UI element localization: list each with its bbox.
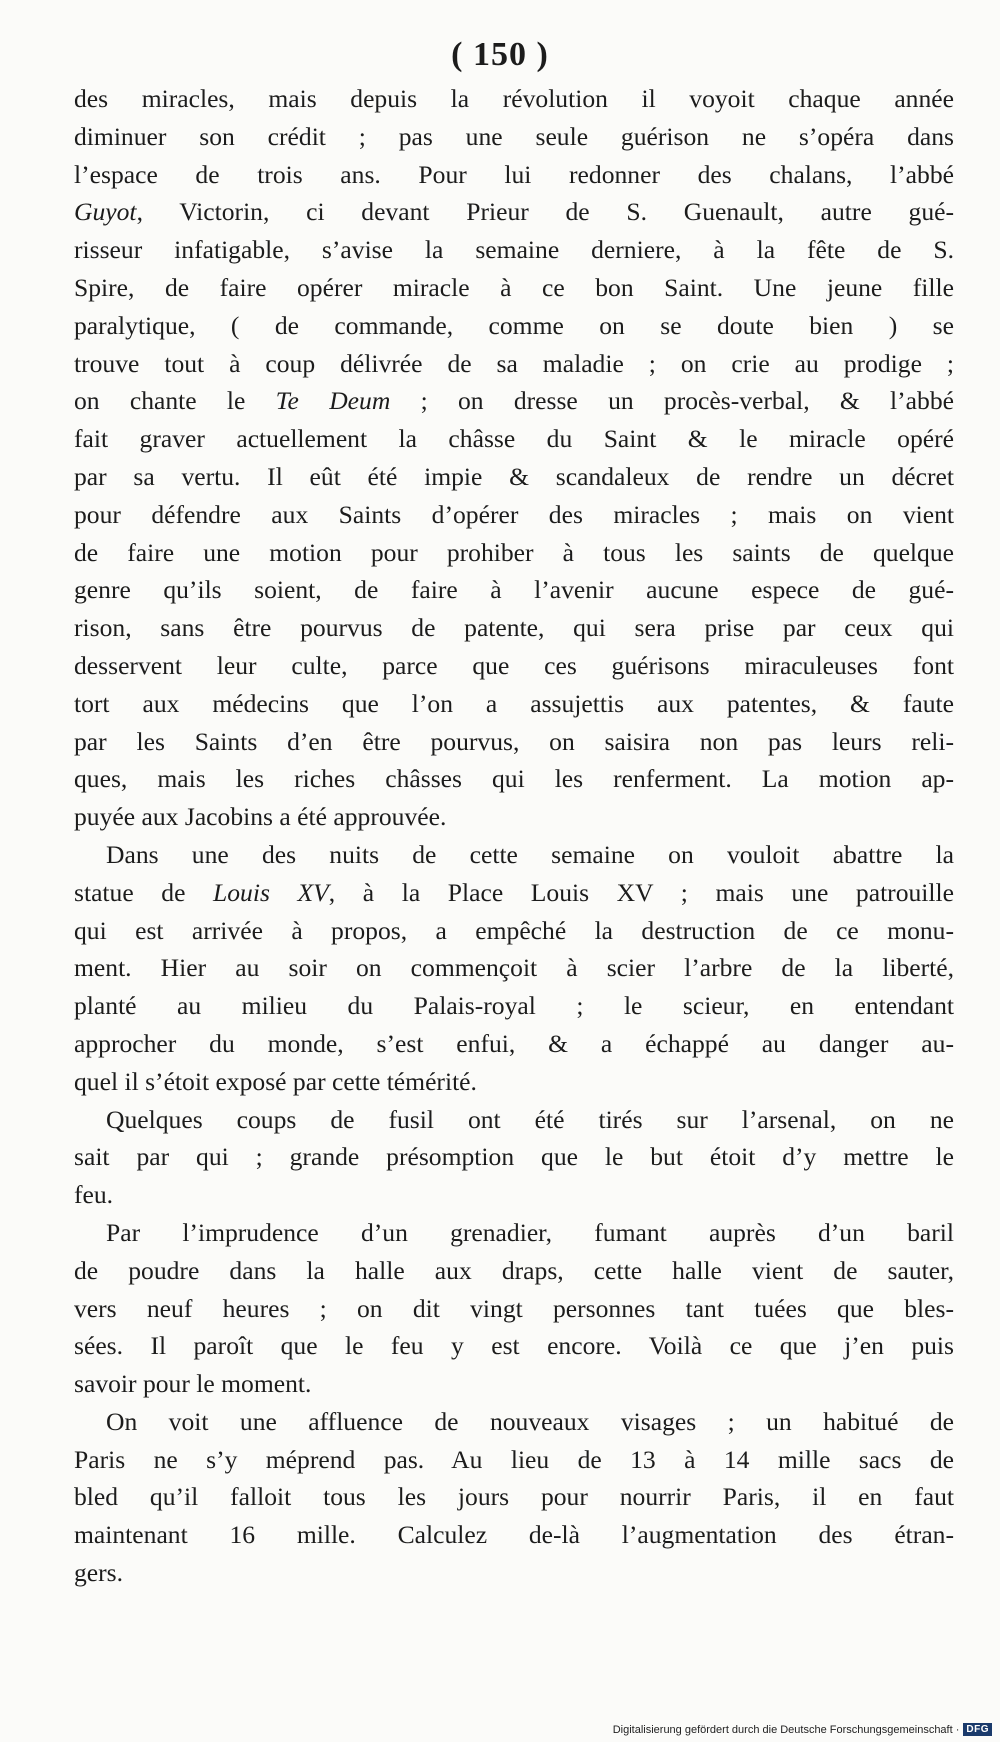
text-line: ques, mais les riches châsses qui les renferment. La motion ap- bbox=[74, 764, 954, 794]
text-line: paralytique, ( de commande, comme on se doute bien ) se bbox=[74, 310, 954, 340]
text-line: vers neuf heures ; on dit vingt personnes tant tuées que bles- bbox=[74, 1293, 954, 1323]
body-text bbox=[74, 80, 954, 1592]
text-line: approcher du monde, s’est enfui, & a échappé au danger au- bbox=[74, 1028, 954, 1058]
paragraph bbox=[74, 80, 954, 836]
text-line: Par l’imprudence d’un grenadier, fumant auprès d’un baril bbox=[106, 1217, 954, 1247]
text-line: sées. Il paroît que le feu y est encore. Voilà ce que j’en puis bbox=[74, 1331, 954, 1361]
text-line: maintenant 16 mille. Calculez de-là l’augmentation des étran- bbox=[74, 1520, 954, 1550]
text-line: Paris ne s’y méprend pas. Au lieu de 13 à 14 mille sacs de bbox=[74, 1444, 954, 1474]
text-line: genre qu’ils soient, de faire à l’avenir aucune espece de gué- bbox=[74, 575, 954, 605]
text-line: desservent leur culte, parce que ces guérisons miraculeuses font bbox=[74, 650, 954, 680]
text-line: On voit une affluence de nouveaux visages ; un habitué de bbox=[106, 1406, 954, 1436]
text-line: par les Saints d’en être pourvus, on saisira non pas leurs reli- bbox=[74, 726, 954, 756]
text-line: trouve tout à coup délivrée de sa maladie ; on crie au prodige ; bbox=[74, 348, 954, 378]
text-line: planté au milieu du Palais-royal ; le scieur, en entendant bbox=[74, 991, 954, 1021]
text-line: bled qu’il falloit tous les jours pour nourrir Paris, il en faut bbox=[74, 1482, 954, 1512]
text-line: Quelques coups de fusil ont été tirés sur l’arsenal, on ne bbox=[106, 1104, 954, 1134]
text-line: par sa vertu. Il eût été impie & scandaleux de rendre un décret bbox=[74, 461, 954, 491]
text-line: Guyot, Victorin, ci devant Prieur de S. Guenault, autre gué- bbox=[74, 197, 954, 227]
text-line: de faire une motion pour prohiber à tous les saints de quelque bbox=[74, 537, 954, 567]
text-line: ment. Hier au soir on commençoit à scier l’arbre de la liberté, bbox=[74, 953, 954, 983]
text-line: Dans une des nuits de cette semaine on vouloit abattre la bbox=[106, 839, 954, 869]
dfg-logo-icon: DFG bbox=[963, 1723, 992, 1736]
paragraph bbox=[74, 1403, 954, 1592]
text-line: Spire, de faire opérer miracle à ce bon Saint. Une jeune fille bbox=[74, 272, 954, 302]
text-line: de poudre dans la halle aux draps, cette halle vient de sauter, bbox=[74, 1255, 954, 1285]
page-number: ( 150 ) bbox=[451, 36, 549, 73]
text-line: quel il s’étoit exposé par cette témérité. bbox=[74, 1066, 477, 1096]
text-line: pour défendre aux Saints d’opérer des miracles ; mais on vient bbox=[74, 499, 954, 529]
text-line: statue de Louis XV, à la Place Louis XV ; mais une patrouille bbox=[74, 877, 954, 907]
text-line: risseur infatigable, s’avise la semaine derniere, à la fête de S. bbox=[74, 235, 954, 265]
text-line: sait par qui ; grande présomption que le but étoit d’y mettre le bbox=[74, 1142, 954, 1172]
footer-text: Digitalisierung gefördert durch die Deutsche Forschungsgemeinschaft · bbox=[612, 1723, 960, 1736]
paragraph bbox=[74, 1214, 954, 1403]
digitization-credit bbox=[613, 1723, 992, 1736]
text-line: tort aux médecins que l’on a assujettis aux patentes, & faute bbox=[74, 688, 954, 718]
text-line: l’espace de trois ans. Pour lui redonner des chalans, l’abbé bbox=[74, 159, 954, 189]
text-line: savoir pour le moment. bbox=[74, 1369, 312, 1399]
text-line: fait graver actuellement la châsse du Saint & le miracle opéré bbox=[74, 424, 954, 454]
text-line: feu. bbox=[74, 1180, 114, 1210]
paragraph bbox=[74, 836, 954, 1101]
text-line: qui est arrivée à propos, a empêché la destruction de ce monu- bbox=[74, 915, 954, 945]
text-line: puyée aux Jacobins a été approuvée. bbox=[74, 802, 447, 832]
text-line: des miracles, mais depuis la révolution il voyoit chaque année bbox=[74, 84, 954, 113]
text-line: gers. bbox=[74, 1558, 124, 1588]
paragraph bbox=[74, 1101, 954, 1214]
text-line: on chante le Te Deum ; on dresse un procès-verbal, & l’abbé bbox=[74, 386, 954, 416]
text-line: rison, sans être pourvus de patente, qui sera prise par ceux qui bbox=[74, 613, 954, 643]
text-line: diminuer son crédit ; pas une seule guérison ne s’opéra dans bbox=[74, 121, 954, 151]
